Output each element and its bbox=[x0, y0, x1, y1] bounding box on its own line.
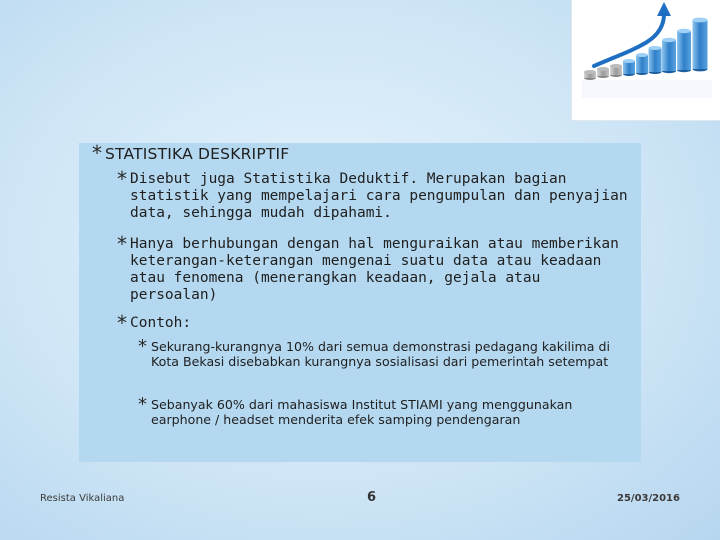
asterisk-bullet-icon: * bbox=[117, 311, 127, 335]
slide-heading: STATISTIKA DESKRIPTIF bbox=[105, 145, 290, 163]
point-example-label bbox=[117, 311, 630, 335]
point-text: Hanya berhubungan dengan hal menguraikan atau memberikan keterangan-keterangan mengenai suatu data atau keadaan atau fenomena (menerangkan keadaan, gejala atau persoalan) bbox=[130, 236, 619, 303]
example-item bbox=[138, 336, 631, 369]
point-text: Disebut juga Statistika Deduktif. Merupakan bagian statistik yang mempelajari cara pengumpulan dan penyajian data, sehingga mudah dipahami. bbox=[130, 171, 628, 221]
example-item bbox=[138, 394, 631, 427]
asterisk-bullet-icon: * bbox=[138, 394, 147, 415]
footer-page-number: 6 bbox=[367, 490, 377, 505]
asterisk-bullet-icon: * bbox=[138, 336, 147, 357]
example-text: Sebanyak 60% dari mahasiswa Institut STIAMI yang menggunakan earphone / headset menderita efek samping pendengaran bbox=[151, 397, 573, 427]
point-description bbox=[117, 232, 630, 304]
asterisk-bullet-icon: * bbox=[92, 141, 103, 165]
example-text: Sekurang-kurangnya 10% dari semua demonstrasi pedagang kakilima di Kota Bekasi disebabkan kurangnya sosialisasi dari pemerintah setempat bbox=[151, 339, 610, 369]
asterisk-bullet-icon: * bbox=[117, 232, 127, 256]
footer-date: 25/03/2016 bbox=[617, 493, 680, 504]
point-definition bbox=[117, 167, 630, 222]
point-text: Contoh: bbox=[130, 315, 192, 331]
bar-chart-arrow-icon bbox=[572, 0, 720, 120]
rising-bar-chart-picture bbox=[571, 0, 720, 121]
footer-author: Resista Vikaliana bbox=[40, 493, 125, 504]
heading-bullet bbox=[92, 141, 290, 165]
asterisk-bullet-icon: * bbox=[117, 167, 127, 191]
